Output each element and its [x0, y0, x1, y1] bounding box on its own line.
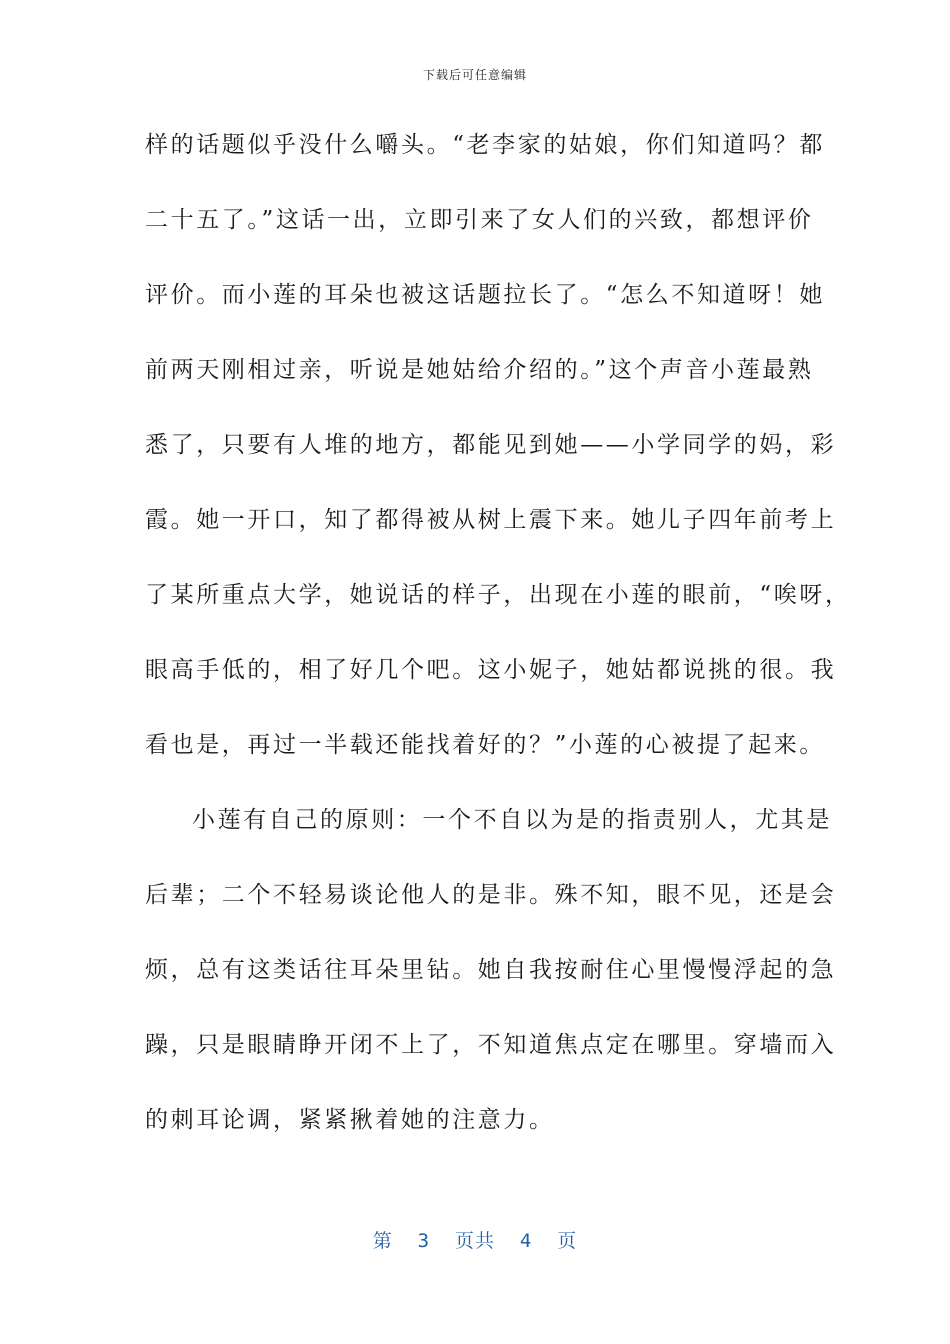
text-line: 的刺耳论调，紧紧揪着她的注意力。 — [145, 1107, 555, 1133]
text-line: 霞。她一开口，知了都得被从树上震下来。她儿子四年前考上 — [145, 507, 837, 533]
text-line: 眼高手低的，相了好几个吧。这小妮子，她姑都说挑的很。我 — [145, 657, 837, 683]
text-line: 后辈；二个不轻易谈论他人的是非。殊不知，眼不见，还是会 — [145, 882, 837, 908]
page-number-footer: 第 3 页共 4 页 — [372, 1230, 578, 1252]
text-line: 二十五了。”这话一出，立即引来了女人们的兴致，都想评价 — [145, 207, 814, 233]
header-note: 下载后可任意编辑 — [422, 68, 527, 82]
text-line: 悉了，只要有人堆的地方，都能见到她——小学同学的妈，彩 — [145, 432, 837, 458]
text-line: 前两天刚相过亲，听说是她姑给介绍的。”这个声音小莲最熟 — [145, 357, 814, 383]
text-line: 样的话题似乎没什么嚼头。“老李家的姑娘，你们知道吗？都 — [145, 132, 825, 158]
text-line: 看也是，再过一半载还能找着好的？”小莲的心被提了起来。 — [145, 732, 825, 758]
text-line: 了某所重点大学，她说话的样子，出现在小莲的眼前，“唉呀， — [145, 582, 851, 608]
text-line: 评价。而小莲的耳朵也被这话题拉长了。“怎么不知道呀！她 — [145, 282, 825, 308]
text-line: 躁，只是眼睛睁开闭不上了，不知道焦点定在哪里。穿墙而入 — [145, 1032, 837, 1058]
text-line: 烦，总有这类话往耳朵里钻。她自我按耐住心里慢慢浮起的急 — [145, 957, 837, 983]
paragraph-start-line: 小莲有自己的原则：一个不自以为是的指责别人，尤其是 — [192, 807, 832, 833]
body-text — [145, 121, 851, 1171]
